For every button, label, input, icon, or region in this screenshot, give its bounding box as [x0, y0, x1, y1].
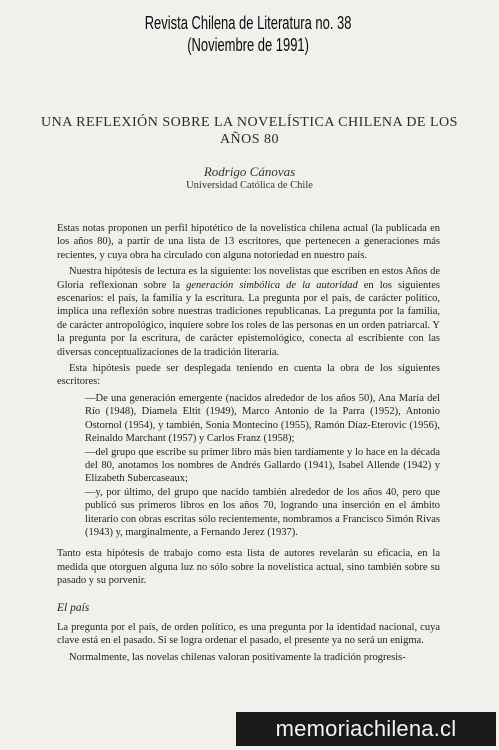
memoriachilena-watermark: memoriachilena.cl [236, 712, 496, 746]
paragraph-2 [57, 265, 440, 359]
section-heading: El país [57, 601, 90, 614]
author-list-item: —del grupo que escribe su primer libro más bien tardíamente y lo hace en la década del 80, anotamos los nombres de Andrés Gallardo (1941), Isabel Allende (1942) y Elizabeth Subercaseaux; [85, 446, 440, 485]
author-list-item: —y, por último, del grupo que nacido también alrededor de los años 40, pero que publicó sus primeros libros en los años 70, logrando una inserción en el ámbito literario con obras escritas sólo recientemente, nombramos a Francisco Simón Rivas (1943) y, marginalmente, a Fernando Jerez (1937). [85, 486, 440, 538]
paragraph-1: Estas notas proponen un perfil hipotético de la novelística chilena actual (la publicada en los años 80), a partir de una lista de 13 escritores, que pertenecen a generaciones más recientes, y cuya obra ha circulado con alguna notoriedad en nuestro país. [57, 223, 440, 261]
journal-stamp: Revista Chilena de Literatura no. 38 (Noviembre de 1991) [144, 13, 352, 55]
paragraph-2-emphasis: generación simbólica de la autoridad [186, 279, 358, 291]
author-affiliation: Universidad Católica de Chile [186, 180, 313, 191]
paragraph-2-end: en los siguientes escenarios: el país, la familia y la escritura. La pregunta por el país, de carácter político, implica una reflexión sobre nuestras tradiciones republicanas. La pregunta por la familia, de carácter antropológico, inquiere sobre los roles de las personas en un orden patriarcal. Y la pregunta por la escritura, de carácter epistemológico, conecta al escribiente con las diversas conceptualizaciones de la tradición literaria. [57, 279, 440, 358]
author-list-item: —De una generación emergente (nacidos alrededor de los años 50), Ana María del Río (1948), Diamela Eltit (1949), Marco Antonio de la Parra (1952), Antonio Ostornol (1954), y también, Sonia Montecino (1955), Ramón Díaz-Eterovic (1956), Reinaldo Marchant (1957) y Carlos Franz (1958); [85, 392, 440, 445]
paragraph-6: Normalmente, las novelas chilenas valoran positivamente la tradición progresis- [69, 651, 406, 663]
paragraph-4: Tanto esta hipótesis de trabajo como esta lista de autores revelarán su eficacia, en la medida que otorguen alguna luz no sólo sobre la novelística actual, sino también sobre su pasado y su porvenir. [57, 548, 440, 587]
article-title: UNA REFLEXIÓN SOBRE LA NOVELÍSTICA CHILENA DE LOS AÑOS 80 [41, 115, 458, 147]
article-body [57, 222, 440, 667]
paragraph-2-start: Nuestra hipótesis de lectura es la siguiente: los novelistas que escriben en estos Años de Gloria reflexionan sobre la [57, 266, 440, 291]
author-list [85, 392, 440, 539]
paragraph-3: Esta hipótesis puede ser desplegada teniendo en cuenta la obra de los siguientes escritores: [57, 363, 440, 388]
article-author: Rodrigo Cánovas [203, 164, 296, 179]
paragraph-5: La pregunta por el país, de orden político, es una pregunta por la identidad nacional, cuya clave está en el pasado. Si se logra ordenar el pasado, el presente ya no será un enigma. [57, 621, 440, 647]
